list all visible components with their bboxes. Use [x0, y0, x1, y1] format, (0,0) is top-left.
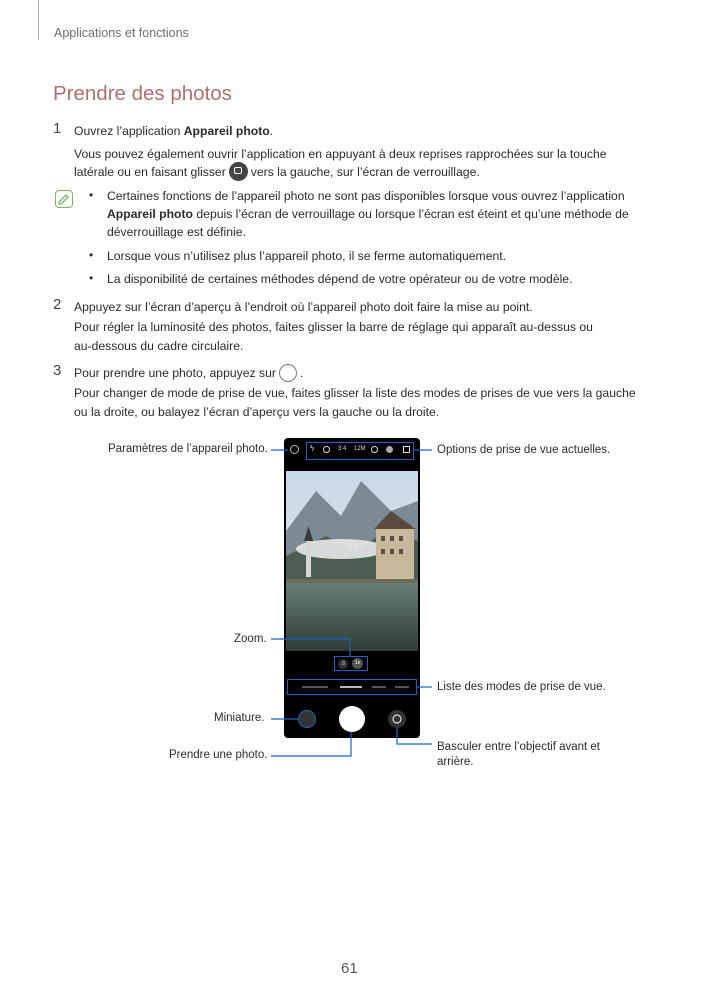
- note-3-text: La disponibilité de certaines méthodes dépend de votre opérateur ou de votre modèle.: [107, 272, 573, 286]
- step-2-line1: Appuyez sur l’écran d’aperçu à l’endroit où l’appareil photo doit faire la mise au point.: [74, 300, 533, 314]
- page-title: Prendre des photos: [53, 82, 232, 105]
- note-bullet: •: [89, 188, 94, 202]
- note-1-line1: Certaines fonctions de l’appareil photo ne sont pas disponibles lorsque vous ouvrez l’application: [107, 189, 625, 203]
- note-bullet: •: [89, 271, 94, 285]
- step-2-number: 2: [53, 296, 62, 313]
- note-2-text: Lorsque vous n’utilisez plus l’appareil photo, il se ferme automatiquement.: [107, 249, 507, 263]
- step-3-line1: Pour prendre une photo, appuyez sur .: [74, 364, 303, 383]
- callout-modes: Liste des modes de prise de vue.: [437, 681, 606, 693]
- callout-switch-line2: arrière.: [437, 756, 474, 768]
- callout-take-photo: Prendre une photo.: [169, 749, 268, 761]
- step-1-instruction: Ouvrez l’application Appareil photo.: [74, 124, 274, 138]
- note-1-line3: déverrouillage est définie.: [107, 225, 246, 239]
- section-header: Applications et fonctions: [54, 26, 189, 40]
- callout-thumbnail: Miniature.: [214, 712, 265, 724]
- callout-zoom: Zoom.: [234, 633, 267, 645]
- step-3-number: 3: [53, 362, 62, 379]
- page-number: 61: [341, 960, 358, 977]
- resolution-label[interactable]: 12M: [354, 446, 366, 452]
- step-2-line2: Pour régler la luminosité des photos, faites glisser la barre de réglage qui apparaît au-dessus ou: [74, 320, 593, 334]
- zoom-wide-button[interactable]: .6: [338, 659, 348, 669]
- step-1-paragraph-line1: Vous pouvez également ouvrir l’application en appuyant à deux reprises rapprochées sur la touche: [74, 147, 607, 161]
- step-3-line3: ou la droite, ou balayez l’écran d’aperçu vers la gauche ou la droite.: [74, 405, 440, 419]
- note-1-line2: Appareil photo depuis l’écran de verrouillage ou lorsque l’écran est éteint et qu’une méthode de: [107, 207, 629, 221]
- note-bullet: •: [89, 248, 94, 262]
- ratio-label[interactable]: 3:4: [338, 446, 347, 452]
- step-1-number: 1: [53, 120, 62, 137]
- step-1-paragraph-line2: latérale ou en faisant glisser vers la gauche, sur l’écran de verrouillage.: [74, 163, 480, 182]
- callout-settings: Paramètres de l’appareil photo.: [108, 443, 268, 455]
- callout-switch-line1: Basculer entre l’objectif avant et: [437, 741, 601, 753]
- flash-icon[interactable]: ϟ: [310, 444, 315, 453]
- zoom-1x-button[interactable]: 1x: [352, 658, 363, 669]
- callout-options: Options de prise de vue actuelles.: [437, 444, 611, 456]
- step-3-line2: Pour changer de mode de prise de vue, faites glisser la liste des modes de prises de vue vers la gauche: [74, 386, 636, 400]
- step-2-line3: au-dessous du cadre circulaire.: [74, 339, 244, 353]
